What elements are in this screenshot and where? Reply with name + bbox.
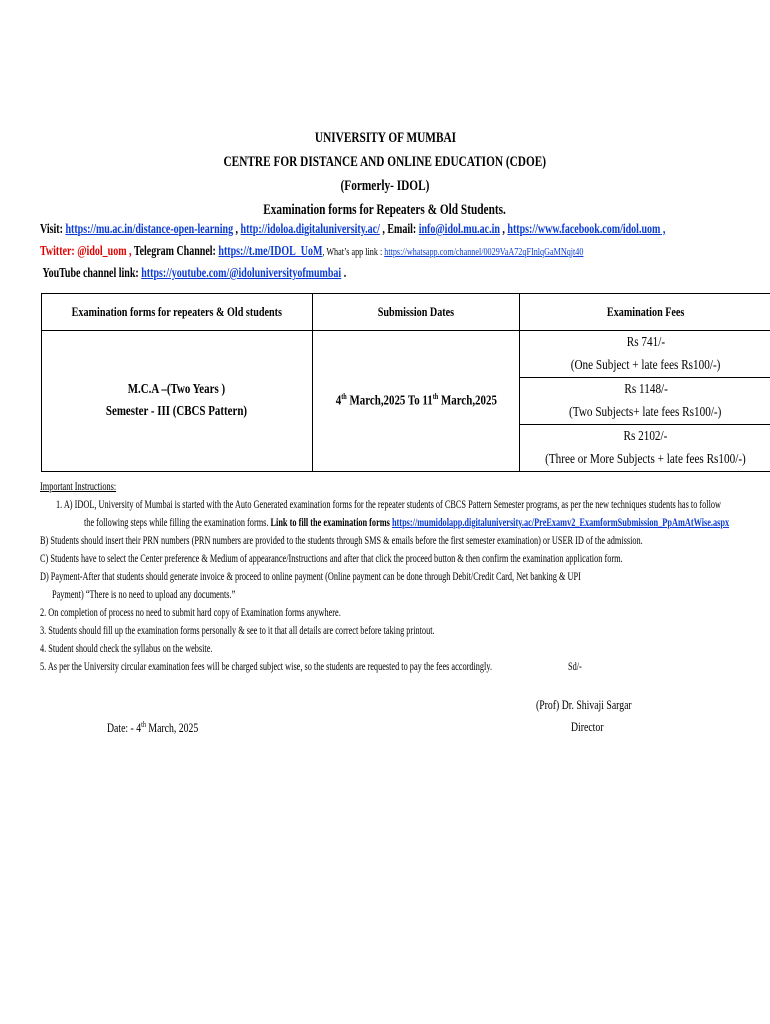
header-dates: Submission Dates [312,294,520,331]
fee-cell-3 [520,425,770,472]
course-semester: Semester - III (CBCS Pattern) [106,404,248,419]
instruction-5: 5. As per the University circular examination fees will be charged subject wise, so the students are requested to pay the fees accordingly. [40,661,493,673]
visit-label: Visit: [40,221,63,236]
header-course: Examination forms for repeaters & Old students [42,294,313,331]
submission-dates: 4th March,2025 To 11th March,2025 [335,392,497,409]
fee-description: (Two Subjects+ late fees Rs100/-) [569,405,722,420]
instruction-1a-cont [84,514,770,532]
youtube-link[interactable]: https://youtube.com/@idoluniversityofmumbai [141,265,342,280]
fee-amount: Rs 2102/- [623,429,668,444]
table-row [42,331,770,378]
separator: . [341,265,347,280]
email-link[interactable]: info@idol.mu.ac.in [418,221,500,236]
fee-amount: Rs 741/- [626,335,665,350]
exam-table [41,293,770,472]
instructions-title: Important Instructions: [40,481,117,493]
dates-cell [312,331,520,472]
course-name: M.C.A –(Two Years ) [128,382,226,397]
table-header-row [42,294,770,331]
youtube-label: YouTube channel link: [42,265,142,280]
instruction-1c: C) Students have to select the Center preference & Medium of appearance/Instructions and after that click the proceed button & then confirm the examination application form. [40,553,623,565]
exam-form-link-label: Link to fill the examination forms [270,517,392,529]
idoloa-link[interactable]: http://idoloa.digitaluniversity.ac/ [240,221,380,236]
separator: , [499,221,508,236]
signatory-title: Director [571,720,604,734]
centre-title: CENTRE FOR DISTANCE AND ONLINE EDUCATION (CDOE) [223,154,547,170]
instruction-2: 2. On completion of process no need to submit hard copy of Examination forms anywhere. [40,607,341,619]
header-fees: Examination Fees [520,294,770,331]
contact-links [40,218,740,284]
instruction-3: 3. Students should fill up the examination forms personally & see to it that all details are correct before taking printout. [40,625,435,637]
formerly-line: (Formerly- IDOL) [340,178,430,194]
fee-description: (Three or More Subjects + late fees Rs100/-) [545,452,747,467]
facebook-link[interactable]: https://www.facebook.com/idol.uom [507,221,661,236]
links-row-1 [40,218,740,240]
instruction-text: the following steps while filling the examination forms. [84,517,271,529]
separator-link[interactable]: , [660,221,666,236]
signatory-name: (Prof) Dr. Shivaji Sargar [536,698,632,712]
exam-form-link[interactable]: https://mumidolapp.digitaluniversity.ac/PreExamv2_ExamformSubmission_PpAmAtWise.aspx [391,517,730,529]
fee-description: (One Subject + late fees Rs100/-) [570,358,721,373]
university-title: UNIVERSITY OF MUMBAI [314,130,456,146]
document-subject: Examination forms for Repeaters & Old Students. [263,202,507,218]
instruction-1d-cont: Payment) “There is no need to upload any documents.” [52,589,236,601]
instruction-1a: 1. A) IDOL, University of Mumbai is started with the Auto Generated examination forms for the repeater students of CBCS Pattern Semester programs, as per the new techniques students has to follow [56,499,722,511]
fee-amount: Rs 1148/- [623,382,668,397]
telegram-link[interactable]: https://t.me/IDOL_UoM [218,243,323,258]
sd-mark: Sd/- [568,661,582,673]
course-cell [42,331,313,472]
fee-cell-2 [520,378,770,425]
email-label: , Email: [379,221,419,236]
telegram-label: Telegram Channel: [131,243,219,258]
fee-cell-1 [520,331,770,378]
website-link[interactable]: https://mu.ac.in/distance-open-learning [65,221,234,236]
document-header [0,126,770,222]
twitter-handle: Twitter: @idol_uom , [40,243,132,258]
instruction-4: 4. Student should check the syllabus on the website. [40,643,213,655]
links-row-3 [40,262,740,284]
whatsapp-link[interactable]: https://whatsapp.com/channel/0029VaA72qFInlqGaMNqjt40 [384,246,584,258]
instruction-1b: B) Students should insert their PRN numbers (PRN numbers are provided to the students through SMS & emails before the first semester examination) or USER ID of the admission. [40,535,643,547]
whatsapp-label: , What’s app link : [322,246,385,258]
instruction-1d: D) Payment-After that students should generate invoice & proceed to online payment (Online payment can be done through Debit/Credit Card, Net banking & UPI [40,571,581,583]
separator: , [233,221,241,236]
issue-date: Date: - 4th March, 2025 [107,720,199,736]
links-row-2 [40,240,740,262]
